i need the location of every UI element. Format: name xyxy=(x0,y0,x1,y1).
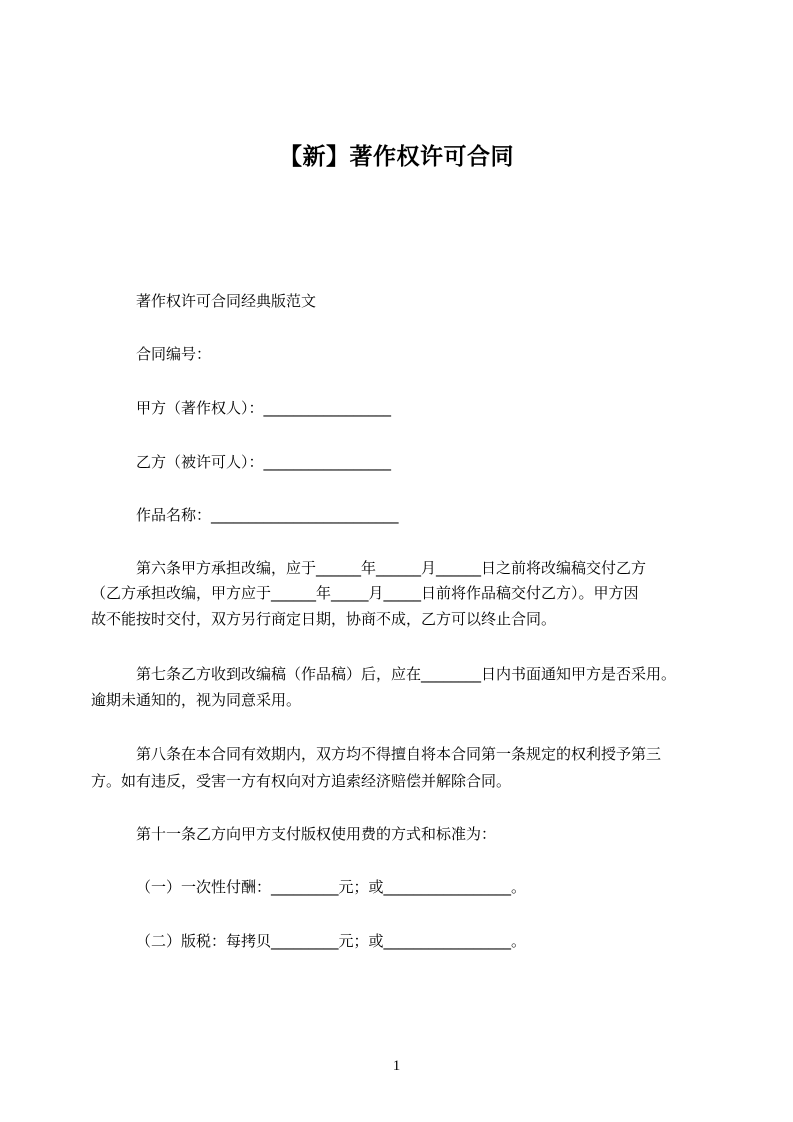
article-6-line-1: 第六条甲方承担改编，应于______年______月______日之前将改编稿交付乙方 xyxy=(136,559,647,577)
article-6-line-3: 故不能按时交付，双方另行商定日期，协商不成，乙方可以终止合同。 xyxy=(91,610,557,628)
article-8-line-2: 方。如有违反，受害一方有权向对方追索经济赔偿并解除合同。 xyxy=(91,772,512,790)
article-11-item-2: （二）版税：每拷贝_________元；或_________________。 xyxy=(136,932,527,950)
party-a-line: 甲方（著作权人）：_________________ xyxy=(136,399,392,417)
page-title: 【新】著作权许可合同 xyxy=(279,144,514,170)
article-11-heading: 第十一条乙方向甲方支付版权使用费的方式和标准为： xyxy=(136,825,497,843)
article-7-line-2: 逾期未通知的，视为同意采用。 xyxy=(91,691,302,709)
article-6-line-2: （乙方承担改编，甲方应于______年_____月_____日前将作品稿交付乙方）。甲方因 xyxy=(91,584,639,602)
contract-number-label: 合同编号： xyxy=(136,345,212,363)
article-11-item-1: （一）一次性付酬：_________元；或_________________。 xyxy=(136,878,527,896)
party-b-line: 乙方（被许可人）：_________________ xyxy=(136,453,392,471)
page-number: 1 xyxy=(392,1058,401,1074)
article-8-line-1: 第八条在本合同有效期内，双方均不得擅自将本合同第一条规定的权利授予第三 xyxy=(136,745,662,763)
document-subtitle: 著作权许可合同经典版范文 xyxy=(136,292,317,310)
article-7-line-1: 第七条乙方收到改编稿（作品稿）后，应在________日内书面通知甲方是否采用。 xyxy=(136,665,677,683)
work-name-line: 作品名称：_________________________ xyxy=(136,506,399,524)
